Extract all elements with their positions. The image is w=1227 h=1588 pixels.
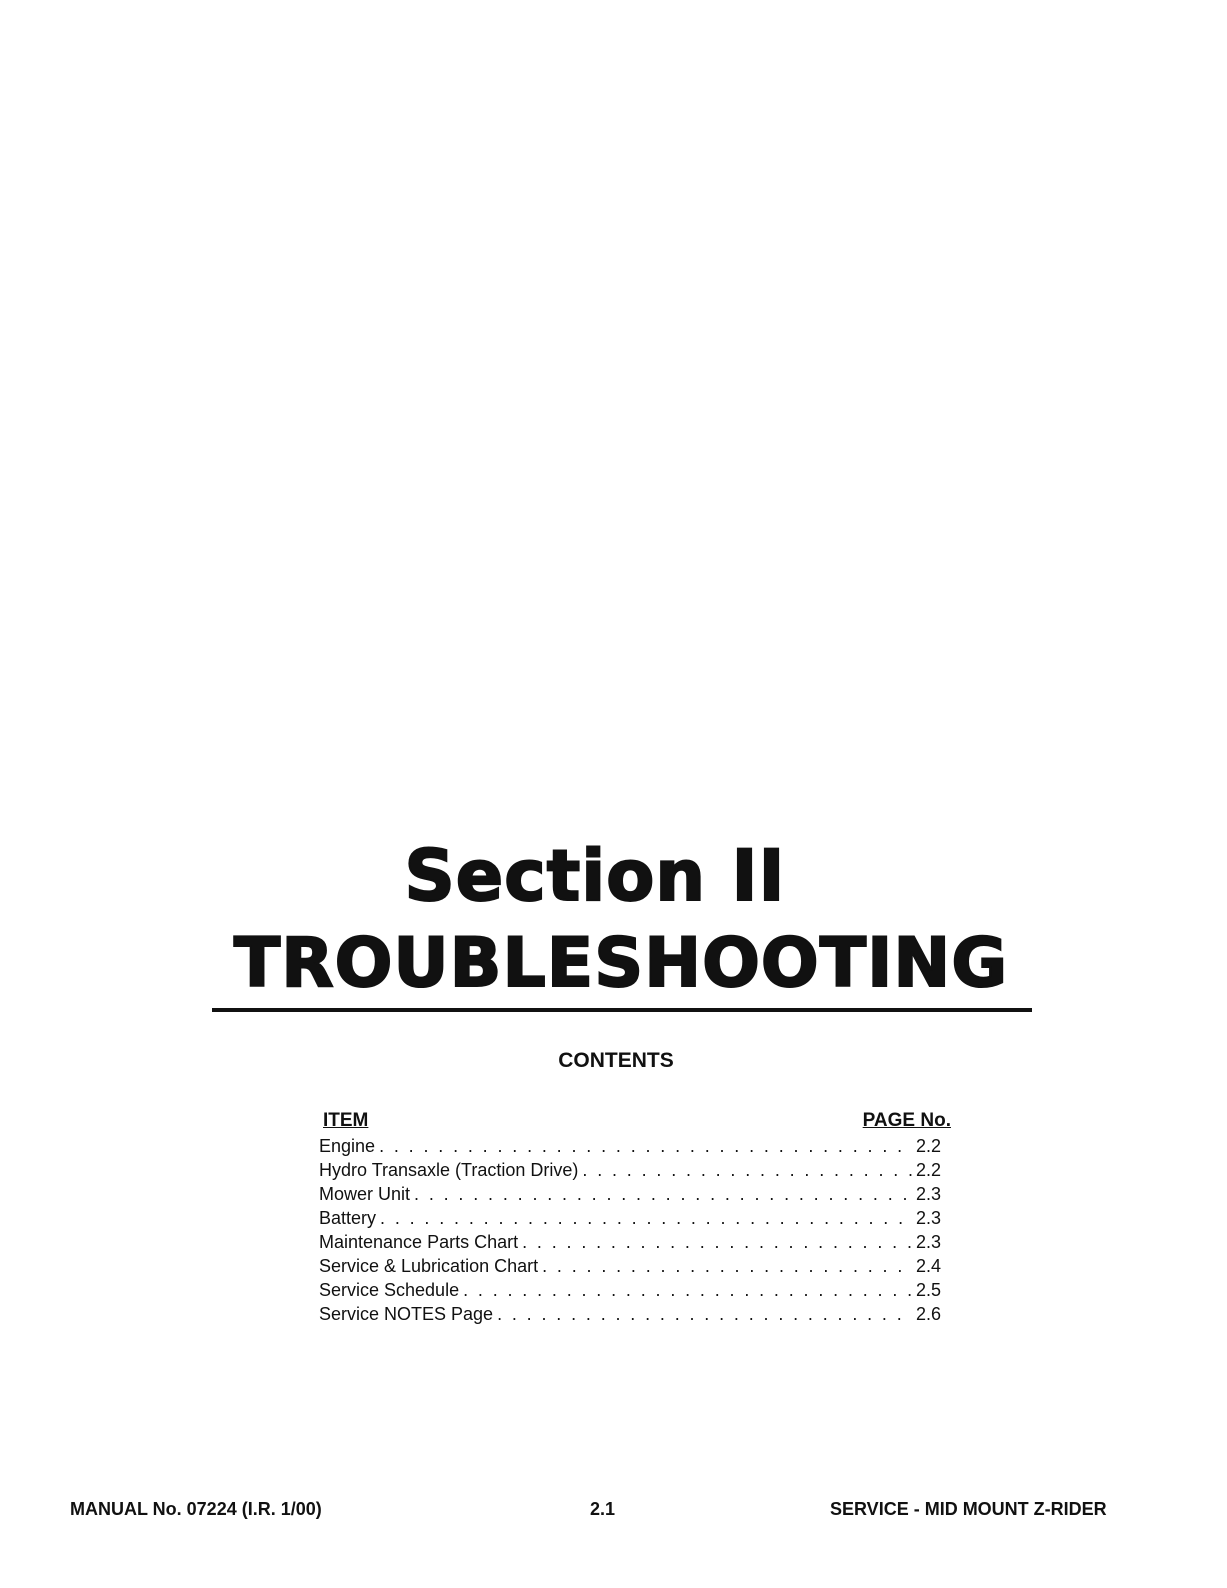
toc-entry-service-schedule — [319, 1278, 941, 1302]
toc-entry-service-lubrication-chart — [319, 1254, 941, 1278]
dot-leader — [542, 1254, 912, 1278]
toc-entry-page: 2.4 — [915, 1256, 941, 1276]
toc-header — [319, 1108, 951, 1134]
toc-entry-label: Battery — [319, 1208, 377, 1228]
dot-leader — [414, 1182, 912, 1206]
dot-leader — [582, 1158, 912, 1182]
contents-heading: CONTENTS — [558, 1049, 674, 1072]
toc-entry-mower-unit — [319, 1182, 941, 1206]
footer-product-name: SERVICE - MID MOUNT Z-RIDER — [830, 1499, 1107, 1519]
toc-entry-battery — [319, 1206, 941, 1230]
title-underline-rule — [212, 1008, 1032, 1012]
table-of-contents — [319, 1108, 951, 1326]
toc-entry-label: Engine — [319, 1136, 376, 1156]
toc-entry-label: Service NOTES Page — [319, 1304, 494, 1324]
toc-entry-hydro-transaxle — [319, 1158, 941, 1182]
toc-list — [319, 1134, 951, 1326]
footer-page-number: 2.1 — [590, 1499, 616, 1519]
toc-entry-label: Maintenance Parts Chart — [319, 1232, 519, 1252]
toc-column-page: PAGE No. — [862, 1110, 951, 1131]
toc-entry-label: Hydro Transaxle (Traction Drive) — [319, 1160, 579, 1180]
section-label: Section II — [404, 835, 786, 917]
toc-entry-engine — [319, 1134, 941, 1158]
toc-entry-page: 2.2 — [915, 1136, 941, 1156]
toc-entry-page: 2.3 — [915, 1208, 941, 1228]
dot-leader — [522, 1230, 912, 1254]
toc-entry-service-notes-page — [319, 1302, 941, 1326]
toc-entry-page: 2.5 — [915, 1280, 941, 1300]
page-title: TROUBLESHOOTING — [233, 924, 1009, 1003]
dot-leader — [380, 1206, 912, 1230]
dot-leader — [379, 1134, 912, 1158]
toc-entry-page: 2.3 — [915, 1184, 941, 1204]
dot-leader — [463, 1278, 912, 1302]
toc-entry-label: Service Schedule — [319, 1280, 460, 1300]
toc-entry-label: Service & Lubrication Chart — [319, 1256, 539, 1276]
footer-manual-number: MANUAL No. 07224 (I.R. 1/00) — [70, 1499, 322, 1519]
toc-entry-page: 2.2 — [915, 1160, 941, 1180]
toc-entry-label: Mower Unit — [319, 1184, 411, 1204]
toc-entry-maintenance-parts-chart — [319, 1230, 941, 1254]
toc-entry-page: 2.3 — [915, 1232, 941, 1252]
dot-leader — [497, 1302, 912, 1326]
toc-column-item: ITEM — [323, 1110, 369, 1131]
toc-entry-page: 2.6 — [915, 1304, 941, 1324]
